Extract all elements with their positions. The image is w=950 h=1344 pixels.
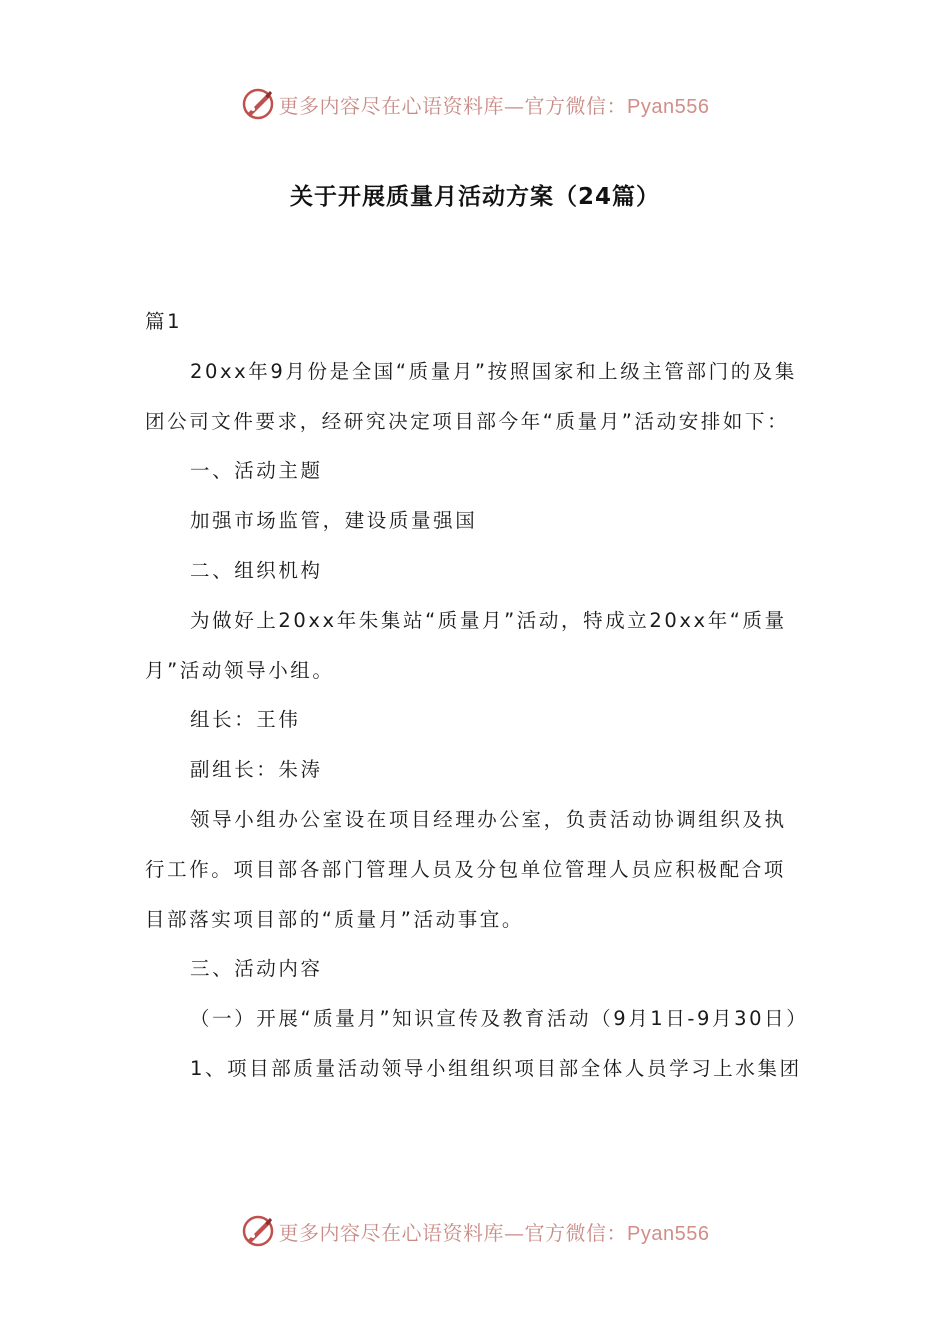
heading-organization: 二、组织机构 (190, 558, 323, 582)
document-body (145, 297, 807, 1094)
pen-logo-icon (241, 1214, 275, 1248)
watermark-text: 更多内容尽在心语资料库—官方微信：Pyan556 (278, 1220, 710, 1245)
section-label: 篇1 (145, 310, 183, 333)
document-title: 关于开展质量月活动方案（24篇） (289, 184, 660, 210)
paragraph: 为做好上20xx年朱集站“质量月”活动，特成立20xx年“质量月”活动领导小组。 (145, 608, 787, 682)
paragraph: 加强市场监管，建设质量强国 (190, 509, 478, 533)
watermark-footer (0, 1211, 950, 1251)
pen-logo-icon (241, 87, 275, 121)
paragraph: （一）开展“质量月”知识宣传及教育活动（9月1日-9月30日） (190, 1007, 809, 1031)
watermark-text: 更多内容尽在心语资料库—官方微信：Pyan556 (278, 93, 710, 118)
watermark-header (0, 84, 950, 124)
paragraph: 副组长：朱涛 (190, 758, 323, 782)
heading-content: 三、活动内容 (190, 957, 323, 981)
paragraph: 组长：王伟 (190, 708, 301, 732)
paragraph: 领导小组办公室设在项目经理办公室，负责活动协调组织及执行工作。项目部各部门管理人员及分包单位管理人员应积极配合项目部落实项目部的“质量月”活动事宜。 (145, 807, 787, 931)
paragraph: 20xx年9月份是全国“质量月”按照国家和上级主管部门的及集团公司文件要求，经研究决定项目部今年“质量月”活动安排如下： (145, 359, 798, 433)
heading-theme: 一、活动主题 (190, 459, 323, 483)
paragraph: 1、项目部质量活动领导小组组织项目部全体人员学习上水集团 (190, 1056, 802, 1080)
